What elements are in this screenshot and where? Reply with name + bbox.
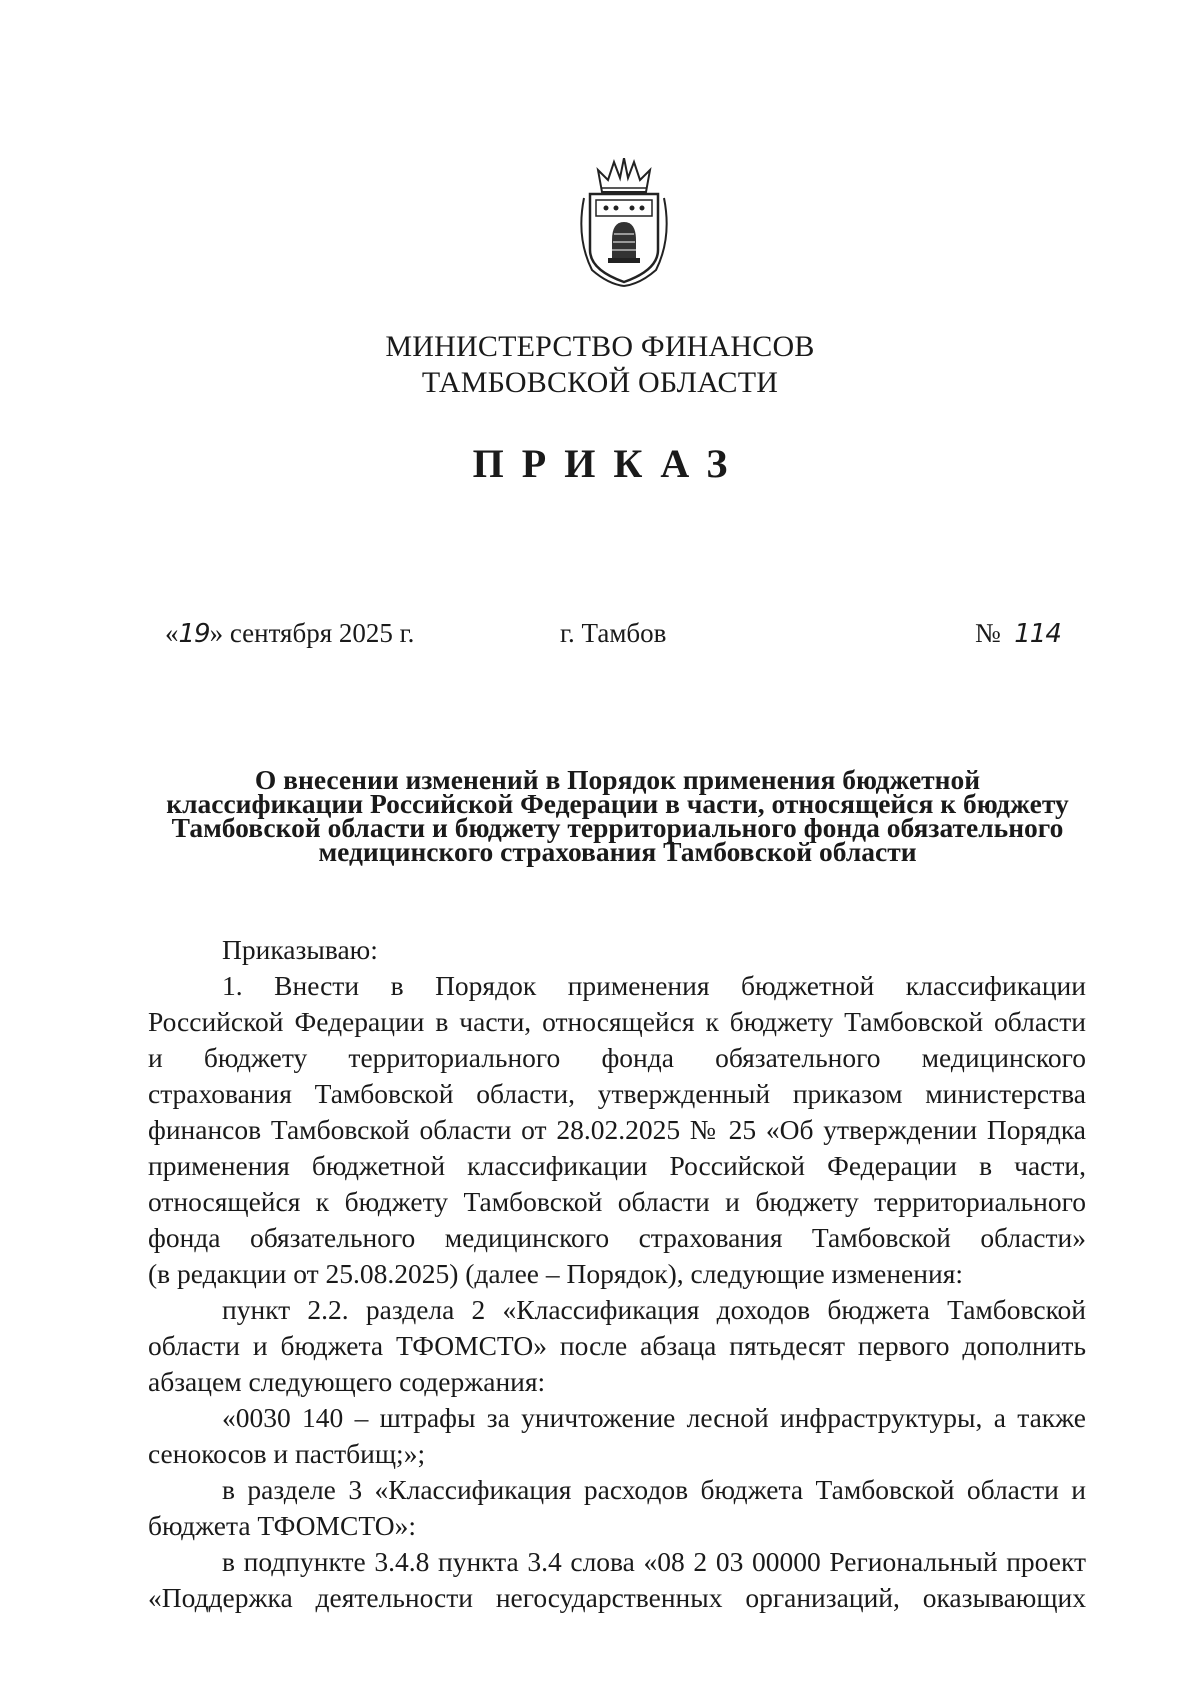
ministry-name-line1: МИНИСТЕРСТВО ФИНАНСОВ [385, 330, 815, 363]
body-line: и бюджету территориального фонда обязательного медицинского [148, 1042, 1086, 1073]
title-line: медицинского страхования Тамбовской области [318, 836, 917, 867]
order-date [165, 618, 414, 649]
body-line: применения бюджетной классификации Российской Федерации в части, [148, 1150, 1086, 1181]
body-line: относящейся к бюджету Тамбовской области и бюджету территориального [148, 1186, 1086, 1217]
date-day-handwritten: 19 [178, 619, 210, 649]
body-line: Российской Федерации в части, относящейся к бюджету Тамбовской области [148, 1006, 1086, 1037]
body-line: страхования Тамбовской области, утвержденный приказом министерства [148, 1078, 1086, 1109]
document-type: ПРИКАЗ [472, 441, 746, 486]
body-line: в подпункте 3.4.8 пункта 3.4 слова «08 2 03 00000 Региональный проект [222, 1546, 1086, 1577]
date-rest: » сентября 2025 г. [209, 618, 415, 648]
body-line: 1. Внести в Порядок применения бюджетной классификации [222, 970, 1086, 1001]
body-line: Приказываю: [222, 934, 378, 965]
body-line: бюджета ТФОМСТО»: [148, 1510, 417, 1541]
number-label: № [975, 618, 1001, 648]
body-line: «0030 140 – штрафы за уничтожение лесной инфраструктуры, а также [222, 1402, 1086, 1433]
tambov-coat-of-arms-icon [572, 158, 676, 288]
number-handwritten: 114 [1014, 619, 1061, 649]
title-line: Тамбовской области и бюджету территориального фонда обязательного [171, 812, 1064, 843]
date-open-quote: « [165, 618, 179, 648]
ministry-name-line2: ТАМБОВСКОЙ ОБЛАСТИ [421, 366, 779, 399]
title-line: классификации Российской Федерации в части, относящейся к бюджету [166, 788, 1069, 819]
order-title [150, 764, 1085, 867]
body-line: финансов Тамбовской области от 28.02.2025 № 25 «Об утверждении Порядка [148, 1114, 1086, 1145]
body-line: в разделе 3 «Классификация расходов бюджета Тамбовской области и [222, 1474, 1086, 1505]
body-line: фонда обязательного медицинского страхования Тамбовской области» [148, 1222, 1086, 1253]
order-body [148, 932, 1086, 1616]
body-line: «Поддержка деятельности негосударственных организаций, оказывающих [148, 1582, 1086, 1613]
title-line: О внесении изменений в Порядок применения бюджетной [254, 764, 981, 795]
body-line: области и бюджета ТФОМСТО» после абзаца пятьдесят первого дополнить [148, 1330, 1086, 1361]
order-number [975, 618, 1061, 649]
body-line: пункт 2.2. раздела 2 «Классификация доходов бюджета Тамбовской [222, 1294, 1086, 1325]
body-line: сенокосов и пастбищ;»; [148, 1438, 426, 1469]
order-city: г. Тамбов [560, 618, 667, 648]
body-line: абзацем следующего содержания: [148, 1366, 546, 1397]
body-line: (в редакции от 25.08.2025) (далее – Порядок), следующие изменения: [148, 1258, 963, 1289]
